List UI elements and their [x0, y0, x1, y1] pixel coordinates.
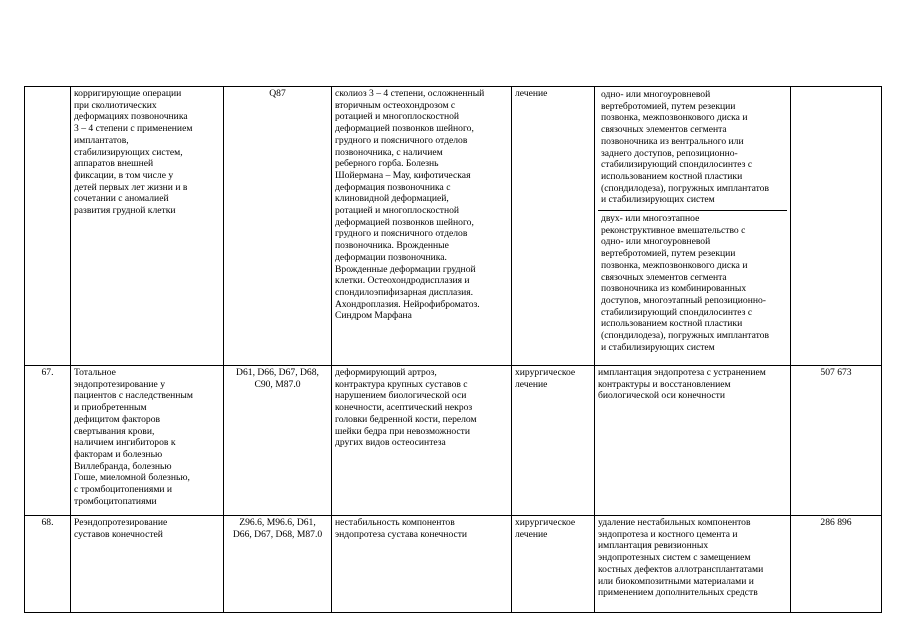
care-type-cell	[71, 87, 224, 366]
treatment-type-cell	[512, 87, 595, 366]
care-type-cell	[71, 366, 224, 516]
treatment-method-block	[598, 88, 787, 211]
text-line: клетки. Остеохондродисплазия и	[335, 275, 470, 287]
text-line: нестабильность компонентов	[335, 517, 455, 528]
text-line: хирургическое	[515, 517, 576, 528]
text-line: имплантация эндопротеза с устранением	[598, 367, 766, 378]
text-line: при сколиотических	[74, 99, 157, 111]
text-line: позвонка, межпозвонкового диска и	[601, 259, 748, 271]
patient-model-cell	[332, 87, 512, 366]
text-line: Гоше, миеломной болезнью,	[74, 472, 190, 484]
treatment-type-cell	[512, 366, 595, 516]
text-line: вторичным остеохондрозом с	[335, 99, 456, 111]
text-line: или биокомпозитными материалами и	[598, 575, 754, 587]
icd-code-cell	[224, 87, 332, 366]
text-line: Ахондроплазия. Нейрофиброматоз.	[335, 298, 480, 310]
text-line: других видов остеосинтеза	[335, 437, 446, 449]
text-line: и стабилизирующих систем	[601, 194, 715, 206]
text-line: одно- или многоуровневой	[601, 236, 711, 248]
text-line: Q87	[269, 88, 286, 99]
text-line: позвоночника. Врожденные	[335, 240, 449, 252]
text-line: контрактуры и восстановлением	[598, 378, 731, 390]
row-number-cell: 67.	[25, 366, 71, 516]
text-line: позвоночника из комбинированных	[601, 283, 747, 295]
text-line: деформацией позвонков шейного,	[335, 216, 474, 228]
text-line: 3 – 4 степени с применением	[74, 123, 193, 135]
text-line: корригирующие операции	[74, 88, 182, 99]
text-line: заднего доступов, репозиционно-	[601, 147, 738, 159]
text-line: связочных элементов сегмента	[601, 124, 727, 136]
text-line: доступов, многоэтапный репозиционно-	[601, 294, 766, 306]
text-line: одно- или многоуровневой	[601, 89, 711, 100]
text-line: Шойермана – Мау, кифотическая	[335, 169, 471, 181]
text-line: эндопротезных систем с замещением	[598, 552, 751, 564]
text-line: клиновидной деформацией,	[335, 193, 449, 205]
text-line: (спондилодеза), погружных имплантатов	[601, 330, 769, 342]
text-line: деформация позвоночника с	[335, 181, 451, 193]
text-line: эндопротезирование у	[74, 378, 166, 390]
text-line: D66, D67, D68, M87.0	[232, 528, 323, 540]
care-type-cell	[71, 516, 224, 613]
text-line: Виллебранда, болезнью	[74, 460, 172, 472]
text-line: D61, D66, D67, D68,	[236, 367, 319, 378]
text-line: имплантатов,	[74, 134, 129, 146]
text-line: суставов конечностей	[74, 528, 163, 540]
table-row	[25, 366, 882, 516]
text-line: имплантация ревизионных	[598, 540, 709, 552]
text-line: сколиоз 3 – 4 степени, осложненный	[335, 88, 485, 99]
text-line: шейки бедра при невозможности	[335, 425, 470, 437]
text-line: фиксации, в том числе у	[74, 169, 174, 181]
text-line: хирургическое	[515, 367, 576, 378]
text-line: стабилизирующий спондилосинтез с	[601, 306, 753, 318]
text-line: эндопротеза сустава конечности	[335, 528, 468, 540]
text-line: и приобретенным	[74, 402, 147, 414]
text-line: деформацией позвонков шейного,	[335, 123, 474, 135]
text-line: деформациях позвоночника	[74, 111, 188, 123]
text-line: грудного и поясничного отделов	[335, 134, 468, 146]
text-line: связочных элементов сегмента	[601, 271, 727, 283]
table-row	[25, 87, 882, 366]
row-number-cell	[25, 87, 71, 366]
treatment-method-cell	[595, 516, 791, 613]
text-line: детей первых лет жизни и в	[74, 181, 188, 193]
text-line: пациентов с наследственным	[74, 390, 193, 402]
treatment-method-block	[598, 211, 787, 353]
text-line: реконструктивное вмешательство с	[601, 224, 746, 236]
text-line: лечение	[515, 378, 548, 390]
text-line: деформации позвоночника.	[335, 251, 447, 263]
text-line: аппаратов внешней	[74, 158, 154, 170]
text-line: применением дополнительных средств	[598, 587, 758, 599]
text-line: ротацией и многоплоскостной	[335, 111, 460, 123]
text-line: ротацией и многоплоскостной	[335, 205, 460, 217]
text-line: позвоночника, с наличием	[335, 146, 443, 158]
text-line: дефицитом факторов	[74, 413, 161, 425]
text-line: нарушением биологической оси	[335, 390, 467, 402]
text-line: с тромбоцитопениями и	[74, 484, 173, 496]
text-line: грудного и поясничного отделов	[335, 228, 468, 240]
icd-code-cell	[224, 366, 332, 516]
icd-code-cell	[224, 516, 332, 613]
row-number-cell: 68.	[25, 516, 71, 613]
text-line: деформирующий артроз,	[335, 367, 437, 378]
text-line: вертебротомией, путем резекции	[601, 100, 736, 112]
text-line: двух- или многоэтапное	[601, 213, 700, 224]
text-line: стабилизирующий спондилосинтез с	[601, 159, 753, 171]
text-line: позвоночника из вентрального или	[601, 135, 744, 147]
text-line: эндопротеза и костного цемента и	[598, 528, 738, 540]
medical-care-table	[24, 86, 882, 613]
text-line: контрактура крупных суставов с	[335, 378, 468, 390]
text-line: факторам и болезнью	[74, 448, 163, 460]
patient-model-cell	[332, 366, 512, 516]
text-line: использованием костной пластики	[601, 318, 743, 330]
text-line: лечение	[515, 88, 548, 99]
text-line: и стабилизирующих систем	[601, 341, 715, 353]
text-line: развития грудной клетки	[74, 205, 176, 217]
text-line: Синдром Марфана	[335, 310, 412, 322]
text-line: сочетании с аномалией	[74, 193, 169, 205]
text-line: вертебротомией, путем резекции	[601, 248, 736, 260]
treatment-method-cell	[595, 366, 791, 516]
text-line: удаление нестабильных компонентов	[598, 517, 751, 528]
text-line: костных дефектов аллотрансплантатами	[598, 563, 764, 575]
table-row	[25, 516, 882, 613]
text-line: биологической оси конечности	[598, 390, 725, 402]
text-line: головки бедренной кости, перелом	[335, 413, 477, 425]
text-line: стабилизирующих систем,	[74, 146, 183, 158]
text-line: спондилоэпифизарная дисплазия.	[335, 286, 474, 298]
text-line: Z96.6, M96.6, D61,	[239, 517, 316, 528]
text-line: реберного горба. Болезнь	[335, 158, 439, 170]
cost-cell	[791, 87, 882, 366]
text-line: свертывания крови,	[74, 425, 155, 437]
text-line: конечности, асептический некроз	[335, 402, 473, 414]
patient-model-cell	[332, 516, 512, 613]
text-line: Врожденные деформации грудной	[335, 263, 476, 275]
text-line: позвонка, межпозвонкового диска и	[601, 112, 748, 124]
text-line: использованием костной пластики	[601, 170, 743, 182]
text-line: наличием ингибиторов к	[74, 437, 176, 449]
cost-cell: 507 673	[791, 366, 882, 516]
treatment-type-cell	[512, 516, 595, 613]
treatment-method-cell	[595, 87, 791, 366]
cost-cell: 286 896	[791, 516, 882, 613]
text-line: Реэндопротезирование	[74, 517, 168, 528]
text-line: лечение	[515, 528, 548, 540]
text-line: C90, M87.0	[254, 378, 301, 390]
text-line: Тотальное	[74, 367, 116, 378]
text-line: (спондилодеза), погружных имплантатов	[601, 182, 769, 194]
text-line: тромбоцитопатиями	[74, 495, 157, 507]
